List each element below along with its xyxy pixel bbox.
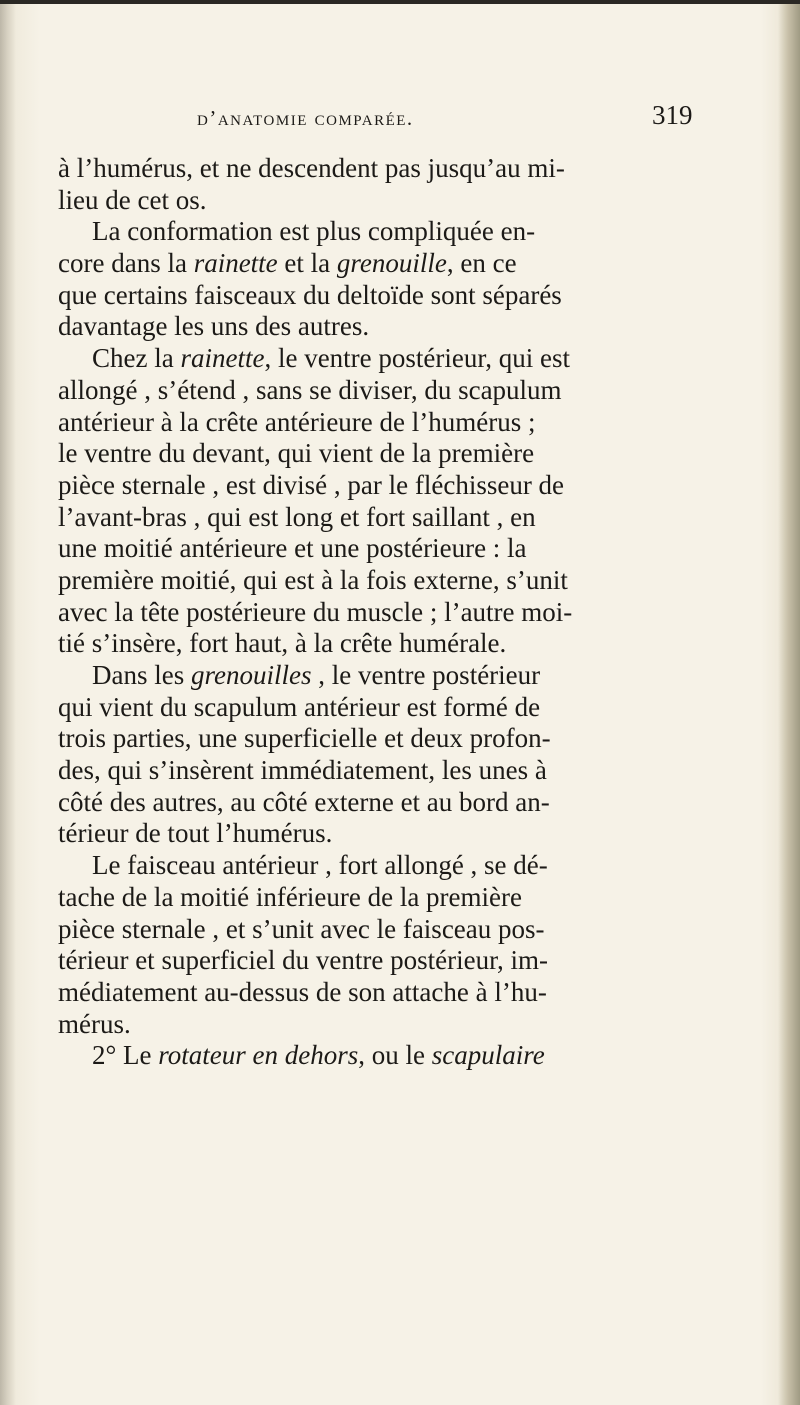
text-line: davantage les uns des autres.	[58, 311, 370, 342]
section-start-line: 2° Le rotateur en dehors, ou le scapulaire	[92, 1040, 545, 1071]
paragraph-start-line: La conformation est plus compliquée en-	[92, 216, 536, 247]
body-text	[58, 153, 766, 1072]
text-line: une moitié antérieure et une postérieure : la	[58, 533, 527, 564]
text-line: tache de la moitié inférieure de la première	[58, 881, 522, 912]
paragraph-start-line: Chez la rainette, le ventre postérieur, qui est	[92, 343, 571, 374]
running-title: d’anatomie comparée.	[197, 106, 414, 130]
text-line: core dans la rainette et la grenouille, en ce	[58, 248, 517, 279]
text-line: l’avant-bras , qui est long et fort saillant , en	[58, 501, 536, 532]
text-line: lieu de cet os.	[58, 184, 207, 215]
top-rule	[0, 0, 800, 4]
page-number: 319	[652, 100, 693, 130]
paragraph-start-line: Dans les grenouilles , le ventre postérieur	[92, 660, 541, 690]
text-line: pièce sternale , est divisé , par le fléchisseur de	[58, 469, 565, 500]
italic-term: grenouilles	[190, 660, 312, 690]
text-line: médiatement au-dessus de son attache à l’hu-	[58, 976, 547, 1007]
text-line: le ventre du devant, qui vient de la première	[58, 438, 535, 469]
italic-term: scapulaire	[431, 1040, 545, 1071]
text-line: allongé , s’étend , sans se diviser, du scapulum	[58, 374, 562, 405]
text-line: térieur et superficiel du ventre postérieur, im-	[58, 945, 548, 976]
text-line: trois parties, une superficielle et deux profon-	[58, 723, 551, 754]
page-right-edge	[778, 0, 800, 1405]
text-line: pièce sternale , et s’unit avec le faisceau pos-	[58, 913, 545, 944]
italic-term: grenouille	[336, 248, 447, 279]
text-line: des, qui s’insèrent immédiatement, les unes à	[58, 755, 547, 786]
paragraph-start-line: Le faisceau antérieur , fort allongé , se dé-	[92, 850, 548, 881]
page-header	[60, 96, 760, 140]
italic-term: rotateur en dehors	[158, 1040, 359, 1071]
text-line: antérieur à la crête antérieure de l’humérus ;	[58, 406, 536, 437]
text-line: côté des autres, au côté externe et au bord an-	[58, 786, 550, 817]
italic-term: rainette	[193, 248, 278, 279]
text-line: avec la tête postérieure du muscle ; l’autre moi-	[58, 596, 573, 627]
text-line: que certains faisceaux du deltoïde sont séparés	[58, 279, 562, 310]
text-line: à l’humérus, et ne descendent pas jusqu’au mi-	[58, 153, 565, 183]
italic-term: rainette	[180, 343, 265, 374]
text-line: première moitié, qui est à la fois externe, s’unit	[58, 564, 568, 595]
text-line: térieur de tout l’humérus.	[58, 818, 333, 849]
page-left-edge	[0, 0, 16, 1405]
text-line: mérus.	[58, 1008, 131, 1039]
text-line: tié s’insère, fort haut, à la crête humérale.	[58, 628, 507, 659]
text-line: qui vient du scapulum antérieur est formé de	[58, 691, 541, 722]
